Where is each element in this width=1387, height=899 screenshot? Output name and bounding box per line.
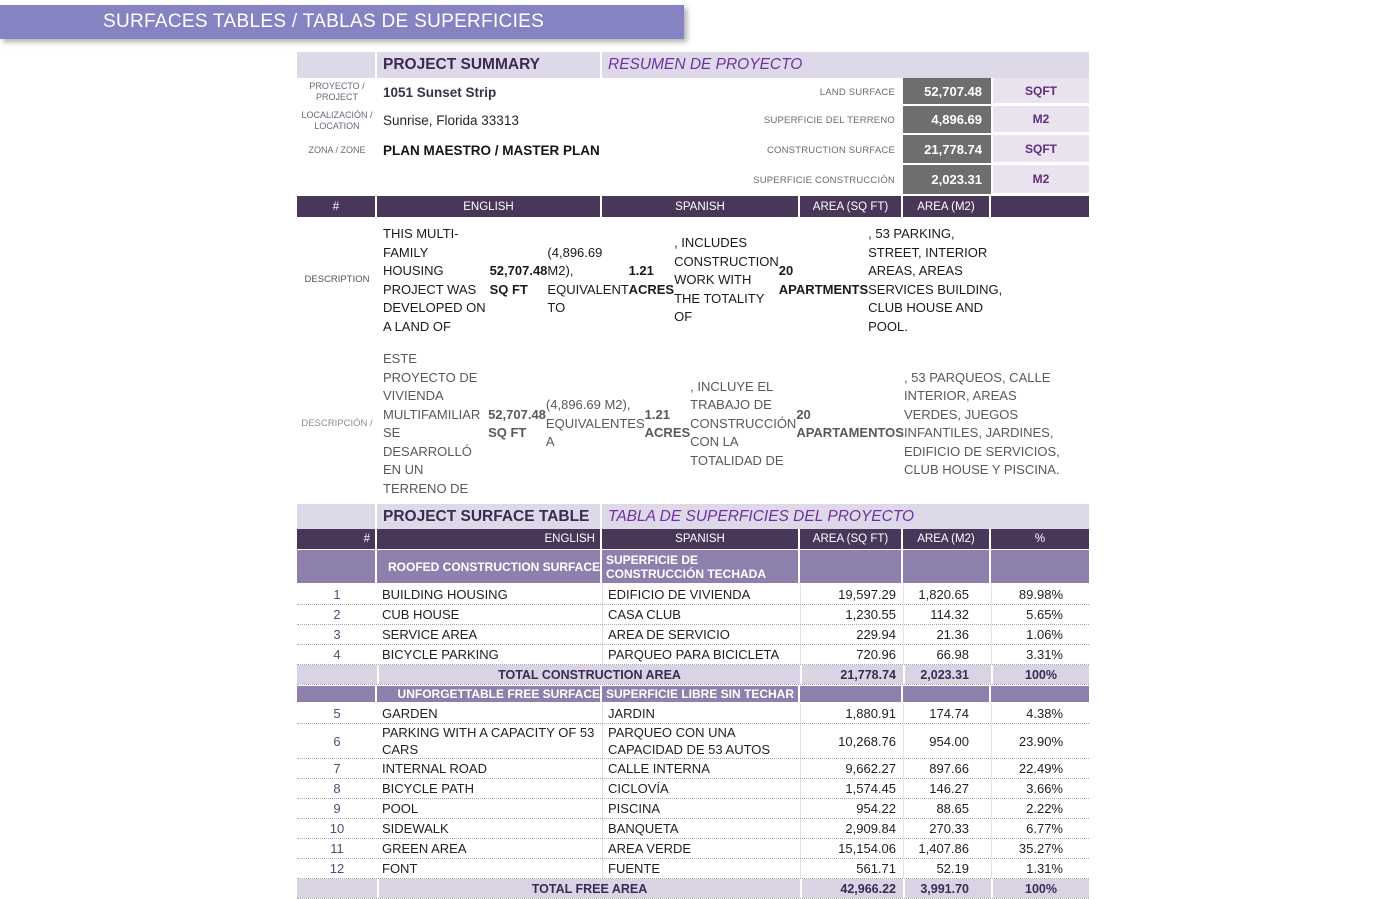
total-label: TOTAL CONSTRUCTION AREA: [377, 665, 800, 684]
row-number: 2: [333, 607, 341, 622]
descripcion-label: DESCRIPCIÓN /: [301, 417, 373, 429]
empty-value: [377, 165, 602, 196]
table-row: [297, 859, 1089, 879]
section-name-english: UNFORGETTABLE FREE SURFACE: [377, 686, 602, 702]
total-row-spacer: [297, 879, 377, 898]
surface-table-header: [297, 529, 1089, 549]
row-english: GREEN AREA: [382, 841, 467, 856]
summary-title-row: [297, 52, 1089, 78]
table-row: [297, 585, 1089, 605]
land-surface-m2-value: 4,896.69: [903, 106, 991, 135]
surface-table-title-row: [297, 504, 1089, 529]
header-area-sqft: AREA (SQ FT): [800, 529, 903, 549]
construction-surface-m2-label: SUPERFICIE CONSTRUCCIÓN: [753, 175, 895, 186]
table-row: [297, 625, 1089, 645]
row-english: INTERNAL ROAD: [382, 761, 487, 776]
section-subheader-row: [297, 549, 1089, 585]
summary-title-english: PROJECT SUMMARY: [377, 52, 602, 78]
construction-surface-sqft-label: CONSTRUCTION SURFACE: [766, 144, 895, 156]
surfaces-sheet: [297, 52, 1089, 899]
row-spanish: CICLOVÍA: [602, 779, 800, 798]
row-area-m2: 1,820.65: [903, 585, 991, 604]
row-number: 5: [333, 706, 341, 721]
page-title: SURFACES TABLES / TABLAS DE SUPERFICIES: [103, 11, 545, 32]
land-surface-label: LAND SURFACE: [819, 86, 895, 98]
row-area-m2: 174.74: [903, 704, 991, 723]
description-label: DESCRIPTION: [304, 274, 370, 285]
section-subheader-cell: [800, 686, 903, 702]
row-area-m2: 88.65: [903, 799, 991, 818]
section-name-english: ROOFED CONSTRUCTION SURFACE: [377, 550, 602, 583]
row-area-sqft: 15,154.06: [800, 839, 903, 858]
total-percent: 100%: [991, 879, 1089, 898]
total-row-spacer: [297, 665, 377, 684]
row-english: SIDEWALK: [382, 821, 449, 836]
row-number: 11: [330, 841, 344, 856]
header-percent: %: [991, 529, 1089, 549]
empty-label: [297, 165, 377, 196]
section-subheader-cell: [991, 686, 1089, 702]
page-title-band: [0, 5, 684, 39]
section-subheader-cell: [800, 550, 903, 583]
row-percent: 6.77%: [991, 819, 1089, 838]
row-number: 8: [333, 781, 341, 796]
row-percent: 35.27%: [991, 839, 1089, 858]
section-subheader-row: [297, 685, 1089, 704]
row-area-m2: 21.36: [903, 625, 991, 644]
row-spanish: EDIFICIO DE VIVIENDA: [602, 585, 800, 604]
location-value: Sunrise, Florida 33313: [383, 113, 519, 128]
total-row: [297, 665, 1089, 685]
row-number: 7: [333, 761, 341, 776]
project-label: PROYECTO / PROJECT: [309, 81, 365, 102]
construction-surface-sqft-value: 21,778.74: [903, 135, 991, 165]
row-percent: 3.66%: [991, 779, 1089, 798]
header-area-m2: AREA (M2): [903, 529, 991, 549]
location-label: LOCALIZACIÓN / LOCATION: [301, 109, 373, 131]
total-percent: 100%: [991, 665, 1089, 684]
row-english: CUB HOUSE: [382, 607, 460, 622]
summary-table-header: [297, 196, 1089, 217]
row-area-m2: 270.33: [903, 819, 991, 838]
table-row: [297, 645, 1089, 665]
section-name-spanish: SUPERFICIE DE CONSTRUCCIÓN TECHADA: [602, 550, 800, 583]
row-area-sqft: 10,268.76: [800, 724, 903, 758]
zone-value: PLAN MAESTRO / MASTER PLAN: [383, 142, 600, 158]
row-area-sqft: 1,230.55: [800, 605, 903, 624]
header-num: #: [297, 196, 377, 217]
zone-label: ZONA / ZONE: [308, 144, 366, 155]
row-english: PARKING WITH A CAPACITY OF 53 CARS: [382, 725, 595, 757]
surface-table-title-english: PROJECT SURFACE TABLE: [377, 504, 602, 529]
row-english: GARDEN: [382, 706, 438, 721]
row-percent: 89.98%: [991, 585, 1089, 604]
land-surface-m2-label: SUPERFICIE DEL TERRENO: [763, 115, 895, 126]
row-area-m2: 897.66: [903, 759, 991, 778]
summary-row-project: [297, 78, 1089, 106]
section-subheader-cell: [903, 686, 991, 702]
header-area-sqft: AREA (SQ FT): [800, 196, 903, 217]
table-row: [297, 704, 1089, 724]
row-percent: 1.06%: [991, 625, 1089, 644]
row-area-sqft: 720.96: [800, 645, 903, 664]
table-row: [297, 819, 1089, 839]
header-num: #: [297, 529, 377, 549]
row-number: 4: [333, 647, 341, 662]
header-english: ENGLISH: [377, 529, 602, 549]
description-row-spanish: [297, 342, 1089, 504]
row-area-m2: 1,407.86: [903, 839, 991, 858]
land-surface-sqft-value: 52,707.48: [903, 78, 991, 106]
row-english: BICYCLE PATH: [382, 781, 474, 796]
total-area-m2: 2,023.31: [903, 665, 991, 684]
row-area-sqft: 561.71: [800, 859, 903, 878]
row-number: 3: [333, 627, 341, 642]
row-area-m2: 66.98: [903, 645, 991, 664]
surface-title-spacer: [297, 504, 377, 529]
row-number: 12: [329, 861, 345, 876]
row-spanish: JARDIN: [602, 704, 800, 723]
section-subheader-cell: [991, 550, 1089, 583]
row-percent: 22.49%: [991, 759, 1089, 778]
row-percent: 5.65%: [991, 605, 1089, 624]
total-area-sqft: 42,966.22: [800, 879, 903, 898]
section-subheader-spacer: [297, 686, 377, 702]
header-spanish: SPANISH: [602, 196, 800, 217]
section-name-spanish: SUPERFICIE LIBRE SIN TECHAR: [602, 686, 800, 702]
header-area-m2: AREA (M2): [903, 196, 991, 217]
summary-row-location: [297, 106, 1089, 135]
construction-surface-m2-unit: M2: [991, 165, 1089, 196]
description-row-english: [297, 217, 1089, 342]
row-area-m2: 954.00: [903, 724, 991, 758]
row-area-sqft: 954.22: [800, 799, 903, 818]
header-spanish: SPANISH: [602, 529, 800, 549]
description-text-english: THIS MULTI-FAMILY HOUSING PROJECT WAS DEVELOPED ON A LAND OF 52,707.48 SQ FT (4,896.69 M2), EQUIVALENT TO 1.21 ACRES , INCLUDES CONSTRUCTION WORK WITH THE TOTALITY OF 20 APARTMENTS , 53 PARKING, STREET, INTERIOR AREAS, AREAS SERVICES BUILDING, CLUB HOUSE AND POOL.: [383, 226, 1003, 334]
row-percent: 3.31%: [991, 645, 1089, 664]
row-number: 9: [333, 801, 341, 816]
header-empty: [991, 196, 1089, 217]
row-percent: 1.31%: [991, 859, 1089, 878]
row-percent: 2.22%: [991, 799, 1089, 818]
section-subheader-spacer: [297, 550, 377, 583]
row-spanish: BANQUETA: [602, 819, 800, 838]
row-english: BUILDING HOUSING: [382, 587, 508, 602]
project-value: 1051 Sunset Strip: [383, 84, 497, 100]
construction-surface-sqft-unit: SQFT: [991, 135, 1089, 165]
row-number: 1: [333, 587, 341, 602]
summary-title-spanish: RESUMEN DE PROYECTO: [602, 52, 1089, 78]
table-row: [297, 724, 1089, 759]
row-spanish: FUENTE: [602, 859, 800, 878]
row-area-sqft: 1,880.91: [800, 704, 903, 723]
row-spanish: CALLE INTERNA: [602, 759, 800, 778]
row-percent: 23.90%: [991, 724, 1089, 758]
row-english: POOL: [382, 801, 419, 816]
total-row: [297, 879, 1089, 899]
total-label: TOTAL FREE AREA: [377, 879, 800, 898]
row-english: SERVICE AREA: [382, 627, 478, 642]
row-spanish: PARQUEO PARA BICICLETA: [602, 645, 800, 664]
table-row: [297, 799, 1089, 819]
row-area-sqft: 229.94: [800, 625, 903, 644]
row-spanish: AREA VERDE: [602, 839, 800, 858]
row-percent: 4.38%: [991, 704, 1089, 723]
row-number: 10: [329, 821, 345, 836]
row-area-sqft: 19,597.29: [800, 585, 903, 604]
row-english: BICYCLE PARKING: [382, 647, 499, 662]
row-area-m2: 114.32: [903, 605, 991, 624]
row-spanish: PARQUEO CON UNA CAPACIDAD DE 53 AUTOS: [602, 724, 800, 758]
land-surface-sqft-unit: SQFT: [991, 78, 1089, 106]
description-text-spanish: ESTE PROYECTO DE VIVIENDA MULTIFAMILIAR SE DESARROLLÓ EN UN TERRENO DE 52,707.48 SQ FT (4,896.69 M2), EQUIVALENTES A 1.21 ACRES , INCLUYE EL TRABAJO DE CONSTRUCCIÓN CON LA TOTALIDAD DE 20 APARTAMENTOS , 53 PARQUEOS, CALLE INTERIOR, AREAS VERDES, JUEGOS INFANTILES, JARDINES, EDIFICIO DE SERVICIOS, CLUB HOUSE Y PISCINA.: [383, 351, 1060, 496]
row-english: FONT: [382, 861, 418, 876]
row-area-sqft: 9,662.27: [800, 759, 903, 778]
total-area-sqft: 21,778.74: [800, 665, 903, 684]
row-area-m2: 146.27: [903, 779, 991, 798]
row-spanish: AREA DE SERVICIO: [602, 625, 800, 644]
row-area-sqft: 2,909.84: [800, 819, 903, 838]
header-english: ENGLISH: [377, 196, 602, 217]
land-surface-m2-unit: M2: [991, 106, 1089, 135]
summary-title-spacer: [297, 52, 377, 78]
row-spanish: PISCINA: [602, 799, 800, 818]
summary-row-zone: [297, 135, 1089, 165]
construction-surface-m2-value: 2,023.31: [903, 165, 991, 196]
row-area-sqft: 1,574.45: [800, 779, 903, 798]
table-row: [297, 605, 1089, 625]
row-number: 6: [333, 733, 341, 749]
row-area-m2: 52.19: [903, 859, 991, 878]
table-row: [297, 839, 1089, 859]
table-row: [297, 779, 1089, 799]
section-subheader-cell: [903, 550, 991, 583]
surface-table-body: [297, 549, 1089, 899]
surface-table-title-spanish: TABLA DE SUPERFICIES DEL PROYECTO: [602, 504, 1089, 529]
row-spanish: CASA CLUB: [602, 605, 800, 624]
table-row: [297, 759, 1089, 779]
total-area-m2: 3,991.70: [903, 879, 991, 898]
summary-row-construction: [297, 165, 1089, 196]
